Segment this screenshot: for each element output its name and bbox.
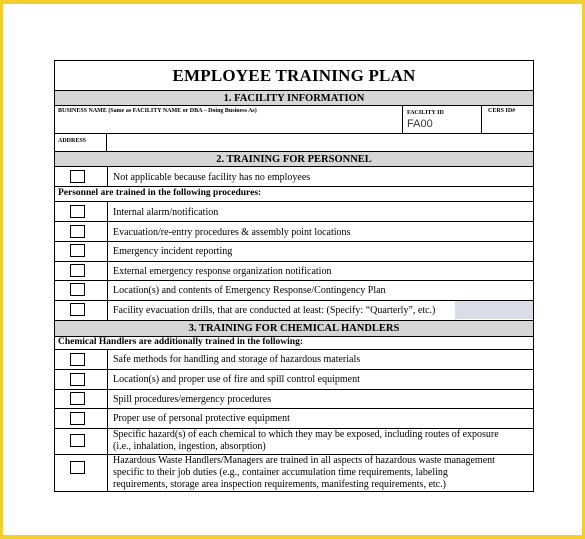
divider: [107, 167, 108, 186]
divider: [55, 186, 533, 187]
chemical-checkbox[interactable]: [70, 392, 85, 405]
cers-id-label: CERS ID#: [488, 108, 516, 114]
cers-id-field[interactable]: [483, 115, 531, 132]
personnel-checkbox[interactable]: [70, 244, 85, 257]
business-name-field[interactable]: [58, 115, 400, 132]
section-3-heading: 3. TRAINING FOR CHEMICAL HANDLERS: [55, 321, 533, 336]
address-label: ADDRESS: [58, 138, 87, 144]
divider: [55, 369, 533, 370]
divider: [55, 105, 533, 106]
personnel-subheading: Personnel are trained in the following procedures:: [58, 188, 262, 198]
personnel-checkbox[interactable]: [70, 283, 85, 296]
divider: [55, 133, 533, 134]
facility-id-field[interactable]: FA00: [407, 118, 433, 130]
chemical-checkbox[interactable]: [70, 412, 85, 425]
divider: [55, 349, 533, 350]
list-item: Location(s) and contents of Emergency Response/Contingency Plan: [113, 285, 386, 296]
chemical-checkbox[interactable]: [70, 461, 85, 474]
chemical-checkbox[interactable]: [70, 353, 85, 366]
page-title: EMPLOYEE TRAINING PLAN: [172, 65, 416, 85]
list-item-line: Specific hazard(s) of each chemical to which they may be exposed, including routes of exposure: [113, 429, 499, 440]
personnel-checkbox[interactable]: [70, 303, 85, 316]
business-name-label: BUSINESS NAME (Same as FACILITY NAME or DBA – Doing Business As): [58, 108, 257, 114]
address-field[interactable]: [108, 135, 531, 150]
divider: [55, 261, 533, 262]
list-item-line: Hazardous Waste Handlers/Managers are trained in all aspects of hazardous waste management: [113, 455, 495, 466]
divider: [55, 241, 533, 242]
drill-frequency-field[interactable]: [455, 301, 533, 319]
section-2-heading: 2. TRAINING FOR PERSONNEL: [55, 152, 533, 166]
not-applicable-label: Not applicable because facility has no employees: [113, 172, 311, 183]
list-item: Facility evacuation drills, that are conducted at least: (Specify: “Quarterly”, etc.): [113, 305, 436, 316]
list-item: Proper use of personal protective equipment: [113, 413, 290, 424]
list-item-line: specific to their job duties (e.g., container accumulation time requirements, labeling: [113, 467, 448, 478]
list-item: Location(s) and proper use of fire and spill control equipment: [113, 374, 360, 385]
divider: [402, 106, 403, 133]
list-item: Emergency incident reporting: [113, 246, 233, 257]
facility-id-label: FACILITY ID: [407, 110, 444, 116]
personnel-checkbox[interactable]: [70, 205, 85, 218]
training-plan-form: [54, 60, 534, 492]
frame-border-left: [0, 0, 3, 539]
list-item: Internal alarm/notification: [113, 207, 219, 218]
chemical-checkbox[interactable]: [70, 373, 85, 386]
divider: [107, 350, 108, 492]
divider: [106, 134, 107, 151]
divider: [55, 201, 533, 202]
divider: [55, 166, 533, 167]
list-item-line: (i.e., inhalation, ingestion, absorption): [113, 441, 266, 452]
divider: [55, 408, 533, 409]
list-item: External emergency response organization notification: [113, 266, 332, 277]
chemical-handlers-subheading: Chemical Handlers are additionally trained in the following:: [58, 337, 303, 347]
list-item: Spill procedures/emergency procedures: [113, 394, 272, 405]
divider: [55, 389, 533, 390]
divider: [481, 106, 482, 133]
divider: [55, 280, 533, 281]
list-item: Evacuation/re-entry procedures & assembly point locations: [113, 227, 351, 238]
frame-border-bottom: [0, 535, 585, 539]
personnel-checkbox[interactable]: [70, 225, 85, 238]
chemical-checkbox[interactable]: [70, 434, 85, 447]
list-item-line: requirements, storage area inspection requirements, manifesting requirements, etc.): [113, 479, 446, 490]
personnel-checkbox[interactable]: [70, 264, 85, 277]
divider: [55, 221, 533, 222]
not-applicable-checkbox[interactable]: [70, 170, 85, 183]
section-1-heading: 1. FACILITY INFORMATION: [55, 91, 533, 105]
list-item: Safe methods for handling and storage of hazardous materials: [113, 354, 361, 365]
frame-border-top: [0, 0, 585, 4]
